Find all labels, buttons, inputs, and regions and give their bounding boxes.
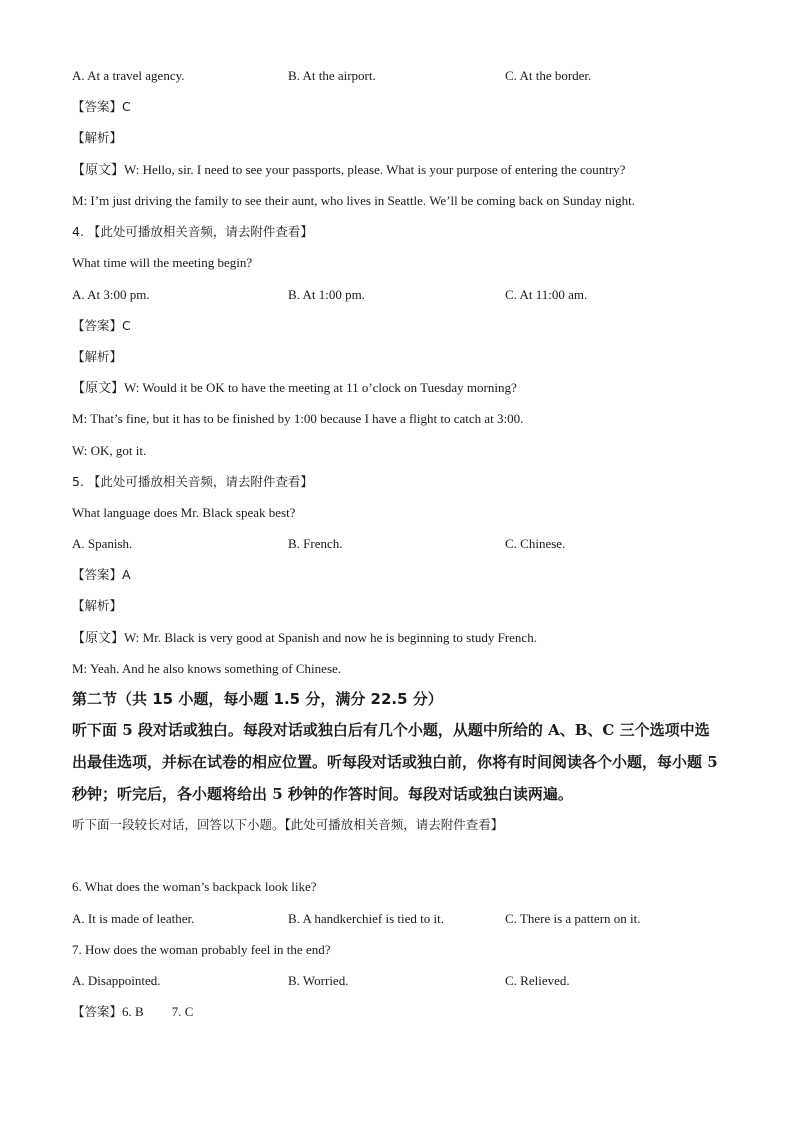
q4-transcript-line-3: W: OK, got it. bbox=[72, 443, 147, 458]
section-2-title: 第二节（共 15 小题，每小题 1.5 分，满分 22.5 分） bbox=[72, 690, 443, 708]
q5-option-b: B. French. bbox=[288, 536, 343, 551]
q7-option-c: C. Relieved. bbox=[505, 973, 570, 988]
q4-option-c: C. At 11:00 am. bbox=[505, 287, 588, 302]
q5-header: 5. 【此处可播放相关音频，请去附件查看】 bbox=[72, 474, 313, 489]
q5-option-a: A. Spanish. bbox=[72, 536, 133, 551]
q3-option-b: B. At the airport. bbox=[288, 68, 376, 83]
q4-option-a: A. At 3:00 pm. bbox=[72, 287, 150, 302]
q5-analysis-label: 【解析】 bbox=[72, 598, 123, 613]
q7-option-a: A. Disappointed. bbox=[72, 973, 161, 988]
q6-option-c: C. There is a pattern on it. bbox=[505, 911, 641, 926]
section-2-prompt: 听下面一段较长对话，回答以下小题。【此处可播放相关音频，请去附件查看】 bbox=[72, 817, 504, 832]
q3-option-a: A. At a travel agency. bbox=[72, 68, 185, 83]
section-2-instructions: 听下面 5 段对话或独白。每段对话或独白后有几个小题，从题中所给的 A、B、C 三个选项中选出最佳选项，并标在试卷的相应位置。听每段对话或独白前，你将有时间阅读各个小题，每小题 5 秒钟；听完后，各小题将给出 5 秒钟的作答时间。每段对话或独白读两遍。 bbox=[72, 721, 718, 803]
answer-6: 6. B bbox=[122, 1004, 144, 1019]
answer-7: 7. C bbox=[171, 1004, 194, 1019]
q4-option-b: B. At 1:00 pm. bbox=[288, 287, 365, 302]
q3-option-c: C. At the border. bbox=[505, 68, 592, 83]
answers-6-7-label: 【答案】 bbox=[72, 1004, 123, 1019]
q5-option-c: C. Chinese. bbox=[505, 536, 566, 551]
q7-question: 7. How does the woman probably feel in the end? bbox=[72, 942, 331, 957]
q5-transcript-line-1: 【原文】W: Mr. Black is very good at Spanish and now he is beginning to study French. bbox=[72, 630, 537, 645]
q6-question: 6. What does the woman’s backpack look like? bbox=[72, 879, 317, 894]
q4-header: 4. 【此处可播放相关音频，请去附件查看】 bbox=[72, 224, 313, 239]
q6-option-a: A. It is made of leather. bbox=[72, 911, 195, 926]
q4-analysis-label: 【解析】 bbox=[72, 349, 123, 364]
q5-transcript-line-2: M: Yeah. And he also knows something of Chinese. bbox=[72, 661, 342, 676]
answers-6-7 bbox=[72, 1004, 193, 1020]
q4-answer: 【答案】C bbox=[72, 318, 131, 333]
q3-analysis-label: 【解析】 bbox=[72, 130, 123, 145]
q5-question: What language does Mr. Black speak best? bbox=[72, 505, 296, 520]
q4-transcript-line-1: 【原文】W: Would it be OK to have the meeting at 11 o’clock on Tuesday morning? bbox=[72, 380, 517, 395]
q4-transcript-line-2: M: That’s fine, but it has to be finished by 1:00 because I have a flight to catch at 3:00. bbox=[72, 411, 524, 426]
q6-option-b: B. A handkerchief is tied to it. bbox=[288, 911, 444, 926]
q3-answer: 【答案】C bbox=[72, 99, 131, 114]
q5-answer: 【答案】A bbox=[72, 567, 131, 582]
q4-question: What time will the meeting begin? bbox=[72, 255, 253, 270]
q3-transcript-line-2: M: I’m just driving the family to see their aunt, who lives in Seattle. We’ll be coming back on Sunday night. bbox=[72, 193, 636, 208]
q7-option-b: B. Worried. bbox=[288, 973, 349, 988]
q3-transcript-line-1: 【原文】W: Hello, sir. I need to see your passports, please. What is your purpose of entering the country? bbox=[72, 162, 626, 177]
